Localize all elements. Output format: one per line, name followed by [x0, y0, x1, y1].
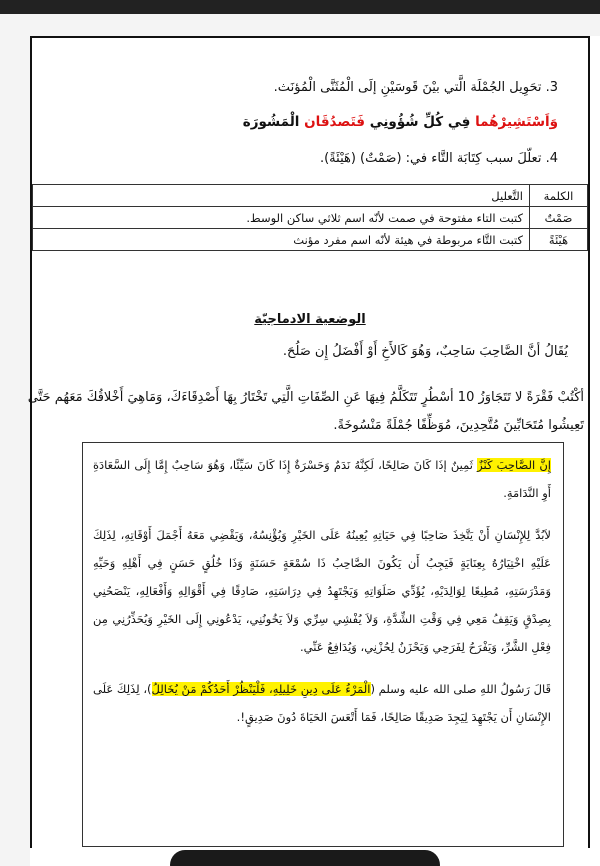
page-frame: [27, 36, 590, 848]
sentence-verb-2: فَتَصدُقَان: [304, 114, 365, 130]
table-header-row: [33, 185, 588, 207]
top-status-bar: [0, 0, 600, 14]
row-reason: كتبت التَّاء مربوطة في هيئة لأنّه اسم مفرد مؤنث: [33, 229, 530, 251]
header-word: الكلمة: [530, 185, 588, 207]
row-word: صَمْتٌ: [530, 207, 588, 229]
exercise-item-3: 3. تحَوِيل الجُمْلَة الَّتي بيْنَ قَوسَيْنِ إلَى الْمُثَنَّى الْمُؤنَث.: [273, 80, 558, 95]
row-reason: كتبت التاء مفتوحة في صمت لأنّه اسم ثلاثي ساكن الوسط.: [33, 207, 530, 229]
header-reason: التَّعليل: [33, 185, 530, 207]
exercise-item-4: 4. تعلّلَ سبب كِتَابَة التَّاء في: (صَمْتٌ) (هَيْئَةً).: [319, 151, 558, 166]
row-word: هَيْئَةً: [530, 229, 588, 251]
document-page: [27, 36, 600, 866]
table-row: [33, 229, 588, 251]
reasons-table: [32, 184, 588, 251]
sentence-verb-1: وَاَسْتَشِيرْهُما: [475, 114, 558, 130]
sentence-middle: فِي كُلِّ شُؤُونِي: [365, 114, 476, 130]
sentence-end: الْمَشُورَة: [242, 114, 305, 130]
target-sentence: [243, 114, 558, 130]
integration-task: أكْتُبْ فَقْرَةً لا تَتَجَاوَزُ 10 أسْطُرٍ تَتَكَلَّمُ فِيهَا عَنِ الصِّفَاتِ الَّتِي تَخْتَارُ بِهَا أَصْدِقَاءَكَ، وَمَاهِيَ أَخْلاقُكَ مَعَهُم حَتَّى تَعِيشُوا مُتَحَابِّينَ مُتَّحِدِينَ، مُوَظِّفًا جُمْلَةً مَنْسُوخَةً.: [27, 390, 584, 433]
hadith-highlight: الْمَرْءُ عَلَى دِينِ خَلِيلِهِ، فَلْيَنْظُرْ أَحَدُكُمْ مَنْ يُخَالِلُ: [151, 682, 371, 696]
section-heading: الوضعية الادماجيّة: [254, 312, 366, 327]
integration-intro: يُقَالُ أنَّ الصَّاحِبَ سَاحِبٌ، وَهُوَ كَالأَخِ أَوْ أَفْضَلُ إِن صَلُحَ.: [282, 344, 568, 359]
answer-paragraph-1: إِنَّ الصَّاحِبَ كَنْزٌ ثَمِينٌ إذَا كَانَ صَالِحًا، لَكِنَّهُ نَدَمٌ وَحَسْرَةٌ إِذَا كَانَ سَيِّئًا، وَهُوَ سَاحِبٌ إِمَّا إِلَى السَّعَادَةِ أَوِ النَّدَامَةِ.: [93, 458, 551, 500]
answer-paragraph-3: قَالَ رَسُولُ اللهِ صلى الله عليه وسلم (الْمَرْءُ عَلَى دِينِ خَلِيلِهِ، فَلْيَنْظُرْ أَحَدُكُمْ مَنْ يُخَالِلُ)، لِذَلِكَ عَلَى الإِنْسَانِ أَن يَجْتَهِدَ لِيَجِدَ صَدِيقًا صَالِحًا، فَمَا أَتْعَسَ الحَيَاةَ دُونَ صَدِيقٍ!.: [93, 682, 552, 724]
table-row: [33, 207, 588, 229]
bottom-nav-pill[interactable]: [170, 850, 440, 866]
answer-box: [82, 442, 564, 847]
answer-paragraph-2: لاَبُدَّ لِلإِنْسَانِ أَنْ يَتَّخِذَ صَاحِبًا فِي حَيَاتِهِ يُعِينُهُ عَلَى الخَيْرِ وَيُؤْنِسُهُ، وَيَقْضِي مَعَهُ أَجْمَلَ أَوْقَاتِهِ، لِذَلِكَ عَلَيْهِ اخْتِيَارُهُ بِعِنَايَةٍ فَيَجِبُ أَن يَكُونَ الصَّاحِبُ ذَا سُمْعَةٍ حَسَنَةٍ وَذَا خُلُقٍ حَسَنٍ فِي أَهْلِهِ وَحَيِّهِ وَمَدْرَسَتِهِ، مُطِيعًا لِوَالِدَيْهِ، يُؤَدِّي صَلَوَاتِهِ وَيَجْتَهِدُ فِي دِرَاسَتِهِ، صَادِقًا فِي أَقْوَالِهِ وَأَفْعَالِهِ، يَنْصَحُنِي بِصِدْقٍ وَيَقِفُ مَعِي فِي وَقْتِ الشِّدَّةِ، وَلاَ يُفْشِي سِرِّي وَلاَ يَخُونُنِي، يَدْعُونِي إِلَى الخَيْرِ وَيُحَذِّرُنِي مِن فِعْلِ الشَّرِّ، وَيَفْرَحُ لِفَرَحِي وَيَحْزَنُ لِحُزْنِي، وَيُدَافِعُ عَنِّي.: [93, 528, 551, 654]
highlight-phrase: إِنَّ الصَّاحِبَ كَنْزٌ: [477, 458, 551, 472]
